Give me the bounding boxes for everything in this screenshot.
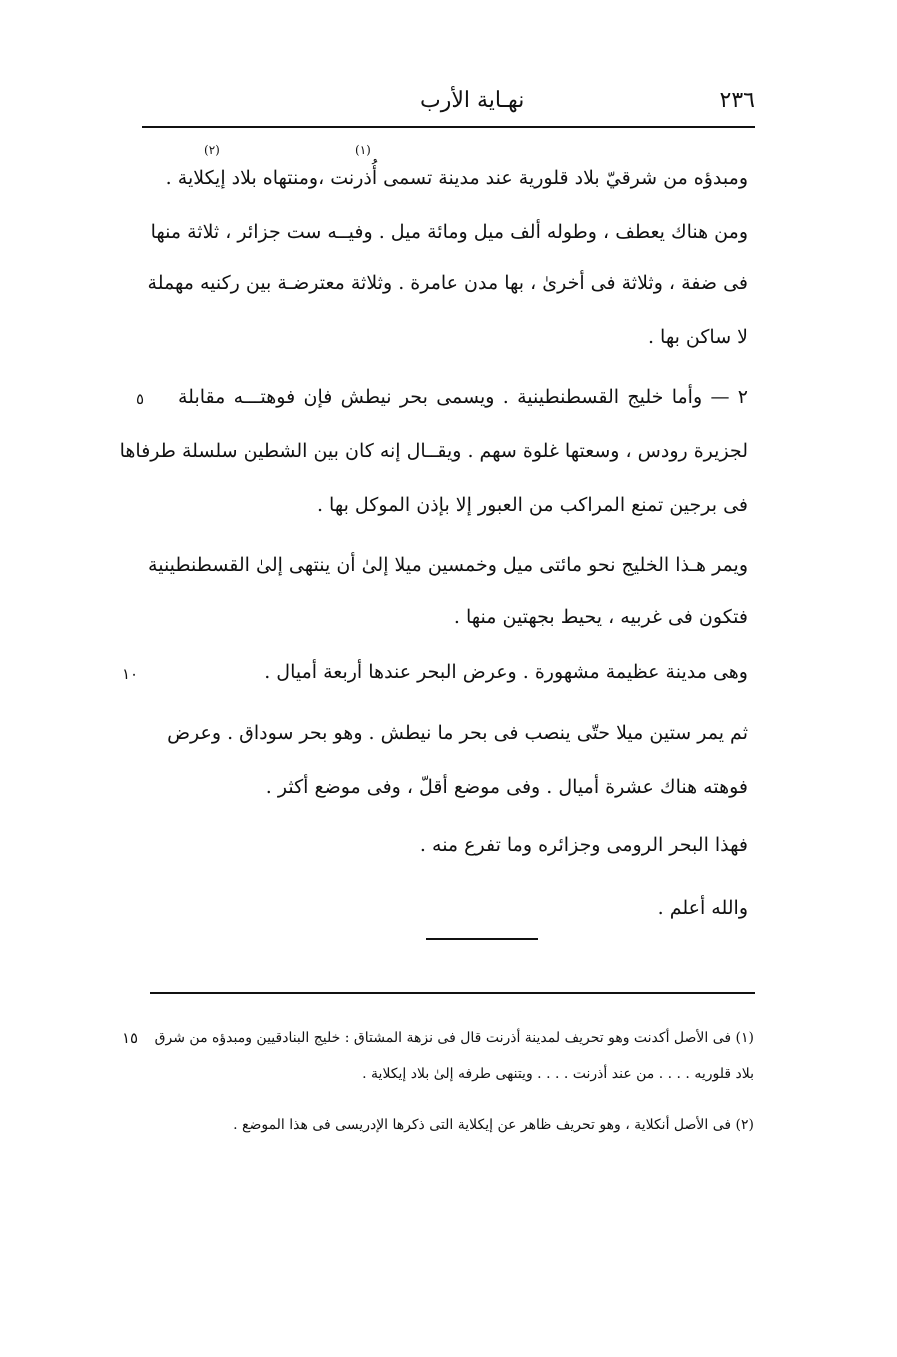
running-title: نهـاية الأرب: [420, 88, 525, 113]
footnote-1-line-2: بلاد قلوريه . . . . من عند أذرنت . . . . ويتنهى طرفه إلىٰ بلاد إيكلاية .: [362, 1066, 754, 1082]
footnote-separator-rule: [150, 992, 755, 994]
margin-line-number-5: ٥: [136, 390, 145, 408]
body-line-8: ويمر هـذا الخليج نحو مائتى ميل وخمسين ميلا إلىٰ أن ينتهى إلىٰ القسطنطينية: [148, 554, 748, 576]
body-line-5: ٢ — وأما خليج القسطنطينية . ويسمى بحر نيطش فإن فوهتـــه مقابلة: [178, 386, 748, 408]
body-line-7: فى برجين تمنع المراكب من العبور إلا بإذن الموكل بها .: [316, 494, 748, 516]
body-line-1: ومبدؤه من شرقيّ بلاد قلورية عند مدينة تسمى أُذرنت ،ومنتهاه بلاد إيكلاية .: [165, 167, 748, 189]
body-line-11: ثم يمر ستين ميلا حتّى ينصب فى بحر ما نيطش . وهو بحر سوداق . وعرض: [167, 722, 748, 744]
margin-line-number-10: ١٠: [122, 665, 139, 683]
header-rule: [142, 126, 755, 128]
footnote-2: (٢) فى الأصل أنكلاية ، وهو تحريف ظاهر عن إيكلاية التى ذكرها الإدريسى فى هذا الموضع .: [233, 1117, 754, 1133]
body-line-14: والله أعلم .: [657, 897, 748, 919]
page-header: [140, 88, 755, 122]
margin-line-number-15: ١٥: [122, 1029, 139, 1047]
footnote-1-line-1: (١) فى الأصل أكدنت وهو تحريف لمدينة أذرنت قال فى نزهة المشتاق : خليج البنادقيين ومبدؤه من شرق: [154, 1030, 754, 1046]
body-line-4: لا ساكن بها .: [647, 326, 748, 348]
body-line-3: فى ضفة ، وثلاثة فى أخرىٰ ، بها مدن عامرة . وثلاثة معترضـة بين ركنيه مهملة: [147, 272, 748, 294]
body-line-2: ومن هناك يعطف ، وطوله ألف ميل ومائة ميل . وفيــه ست جزائر ، ثلاثة منها: [150, 221, 748, 243]
body-line-13: فهذا البحر الرومى وجزائره وما تفرع منه .: [419, 834, 748, 856]
body-line-10: وهى مدينة عظيمة مشهورة . وعرض البحر عندها أربعة أميال .: [264, 661, 748, 683]
footnote-ref-1: (١): [355, 143, 371, 157]
body-line-12: فوهته هناك عشرة أميال . وفى موضع أقلّ ، وفى موضع أكثر .: [265, 776, 748, 798]
body-line-6: لجزيرة رودس ، وسعتها غلوة سهم . ويقــال إنه كان بين الشطين سلسلة طرفاها: [119, 440, 748, 462]
body-line-9: فتكون فى غربيه ، يحيط بجهتين منها .: [453, 606, 748, 628]
footnote-ref-2: (٢): [204, 143, 220, 157]
section-end-rule: [426, 938, 538, 940]
page-number: ٢٣٦: [719, 88, 755, 113]
